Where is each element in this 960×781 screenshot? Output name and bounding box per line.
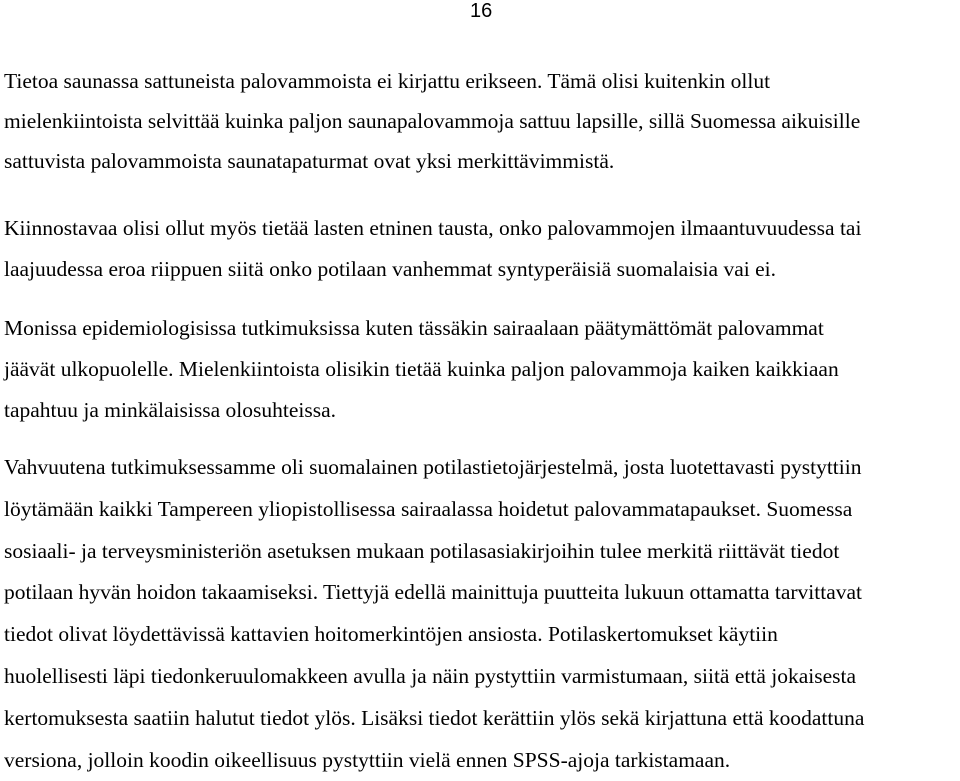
text-line: Vahvuutena tutkimuksessamme oli suomalainen potilastietojärjestelmä, josta luotettavasti pystyttiin	[4, 455, 862, 479]
text-line: tapahtuu ja minkälaisissa olosuhteissa.	[4, 398, 337, 422]
text-line: Monissa epidemiologisissa tutkimuksissa kuten tässäkin sairaalaan päätymättömät palovammat	[4, 316, 824, 340]
text-line: versiona, jolloin koodin oikeellisuus pystyttiin vielä ennen SPSS-ajoja tarkistamaan.	[4, 747, 731, 772]
text-line: laajuudessa eroa riippuen siitä onko potilaan vanhemmat syntyperäisiä suomalaisia vai ei.	[4, 257, 776, 281]
text-line: sosiaali- ja terveysministeriön asetuksen mukaan potilasasiakirjoihin tulee merkitä riittävät tiedot	[4, 538, 840, 563]
paragraph-study-strengths	[0, 447, 956, 781]
text-line: huolellisesti läpi tiedonkeruulomakkeen avulla ja näin pystyttiin varmistumaan, siitä että jokaisesta	[4, 663, 857, 688]
text-line: kertomuksesta saatiin halutut tiedot ylös. Lisäksi tiedot kerättiin ylös sekä kirjattuna että koodattuna	[4, 705, 865, 730]
paragraph-sauna-burns	[0, 61, 956, 181]
text-line: tiedot olivat löydettävissä kattavien hoitomerkintöjen ansiosta. Potilaskertomukset käytiin	[4, 622, 778, 647]
text-line: sattuvista palovammoista saunatapaturmat ovat yksi merkittävimmistä.	[4, 149, 615, 173]
text-line: mielenkiintoista selvittää kuinka paljon saunapalovammoja sattuu lapsille, sillä Suomessa aikuisille	[4, 109, 861, 133]
text-line: jäävät ulkopuolelle. Mielenkiintoista olisikin tietää kuinka paljon palovammoja kaiken kaikkiaan	[4, 357, 839, 381]
text-line: löytämään kaikki Tampereen yliopistollisessa sairaalassa hoidetut palovammatapaukset. Suomessa	[4, 496, 853, 521]
text-line: Tietoa saunassa sattuneista palovammoista ei kirjattu erikseen. Tämä olisi kuitenkin ollut	[4, 69, 771, 93]
text-line: Kiinnostavaa olisi ollut myös tietää lasten etninen tausta, onko palovammojen ilmaantuvuudessa tai	[4, 216, 862, 240]
paragraph-ethnic-background	[0, 208, 956, 290]
page-number: 16	[470, 0, 493, 22]
paragraph-epidemiological-studies	[0, 308, 956, 431]
text-line: potilaan hyvän hoidon takaamiseksi. Tiettyjä edellä mainittuja puutteita lukuun ottamatta tarvittavat	[4, 580, 863, 605]
